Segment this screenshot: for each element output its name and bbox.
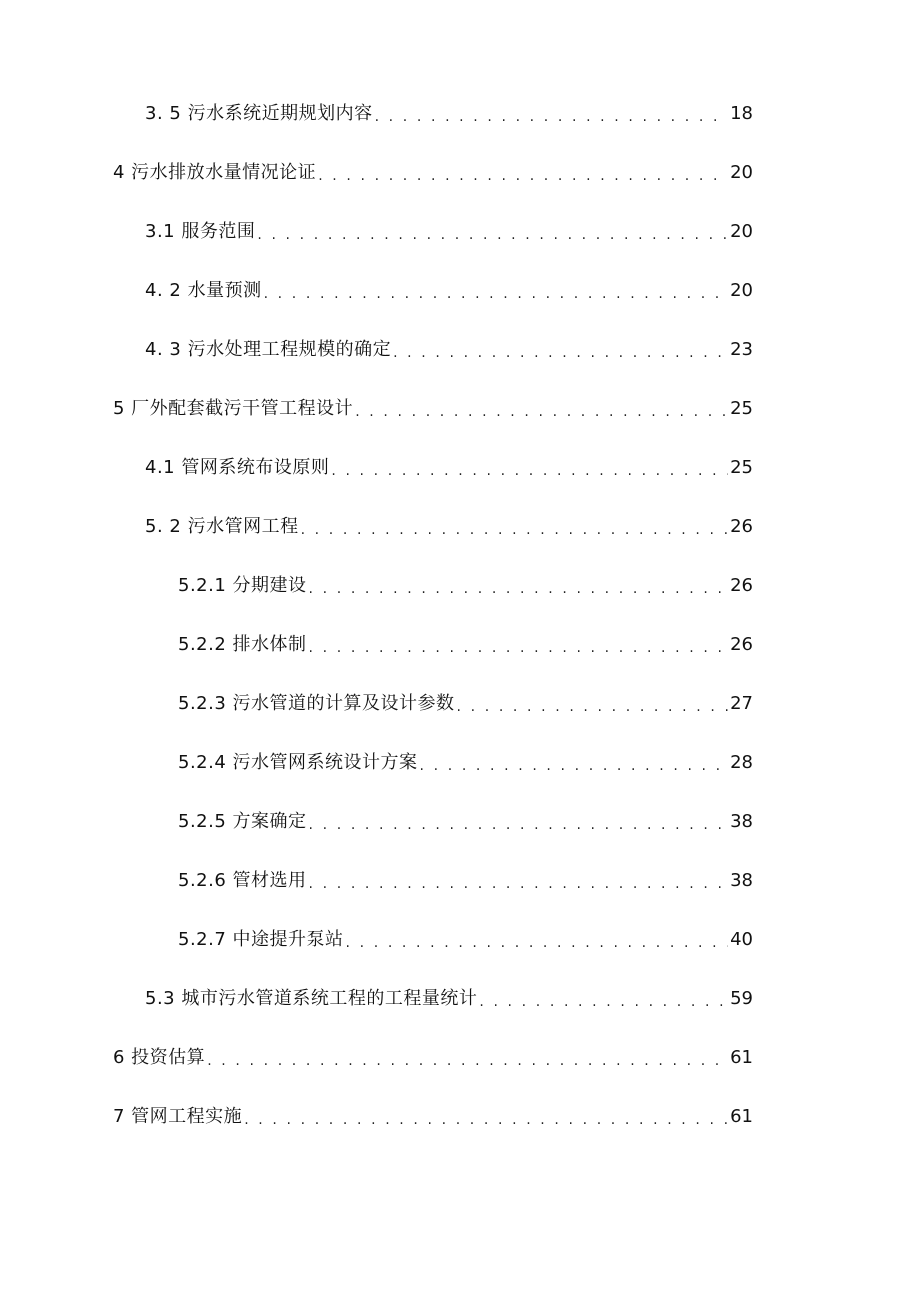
toc-entry-6[interactable] <box>113 1043 753 1073</box>
toc-entry-title: 5.2.6 管材选用 <box>178 870 307 891</box>
toc-dot-leader <box>393 341 728 365</box>
toc-dot-leader <box>244 1108 728 1132</box>
toc-entry-title: 4. 2 水量预测 <box>145 280 262 301</box>
toc-dot-leader <box>318 164 728 188</box>
toc-dot-leader <box>309 813 729 837</box>
toc-page-number: 25 <box>730 398 753 419</box>
toc-page-number: 27 <box>730 693 753 714</box>
toc-page-number: 18 <box>730 103 753 124</box>
toc-entry-5[interactable] <box>113 394 753 424</box>
toc-entry-title: 4. 3 污水处理工程规模的确定 <box>145 339 392 360</box>
toc-entry-title: 5.2.7 中途提升泵站 <box>178 929 344 950</box>
toc-entry-title: 3.1 服务范围 <box>145 221 256 242</box>
toc-dot-leader <box>309 636 729 660</box>
toc-entry-title: 6 投资估算 <box>113 1047 206 1068</box>
toc-entry-5-2-3[interactable] <box>178 689 753 719</box>
toc-entry-title: 5.2.3 污水管道的计算及设计参数 <box>178 693 455 714</box>
toc-entry-3-5[interactable] <box>145 99 753 129</box>
toc-entry-5-2-2[interactable] <box>178 630 753 660</box>
toc-page-number: 28 <box>730 752 753 773</box>
toc-page-number: 26 <box>730 516 753 537</box>
toc-entry-title: 5.2.1 分期建设 <box>178 575 307 596</box>
toc-page-number: 20 <box>730 162 753 183</box>
toc-entry-5-2-6[interactable] <box>178 866 753 896</box>
toc-dot-leader <box>257 223 728 247</box>
toc-entry-title: 5.2.2 排水体制 <box>178 634 307 655</box>
toc-page-number: 38 <box>730 870 753 891</box>
toc-page-number: 40 <box>730 929 753 950</box>
toc-page-number: 61 <box>730 1047 753 1068</box>
toc-page-number: 20 <box>730 280 753 301</box>
toc-entry-5-3[interactable] <box>145 984 753 1014</box>
toc-page-number: 20 <box>730 221 753 242</box>
toc-entry-title: 5 厂外配套截污干管工程设计 <box>113 398 354 419</box>
toc-page-number: 25 <box>730 457 753 478</box>
toc-page-number: 59 <box>730 988 753 1009</box>
toc-entry-title: 4 污水排放水量情况论证 <box>113 162 317 183</box>
toc-entry-title: 4.1 管网系统布设原则 <box>145 457 330 478</box>
toc-dot-leader <box>331 459 728 483</box>
toc-page-number: 23 <box>730 339 753 360</box>
toc-entry-5-2-7[interactable] <box>178 925 753 955</box>
toc-entry-5-2[interactable] <box>145 512 753 542</box>
toc-entry-title: 5.2.5 方案确定 <box>178 811 307 832</box>
toc-dot-leader <box>420 754 729 778</box>
toc-entry-7[interactable] <box>113 1102 753 1132</box>
toc-entry-title: 5. 2 污水管网工程 <box>145 516 299 537</box>
toc-entry-3-1[interactable] <box>145 217 753 247</box>
toc-dot-leader <box>355 400 728 424</box>
toc-dot-leader <box>309 577 729 601</box>
toc-dot-leader <box>309 872 729 896</box>
toc-entry-title: 5.3 城市污水管道系统工程的工程量统计 <box>145 988 478 1009</box>
toc-entry-4[interactable] <box>113 158 753 188</box>
toc-page-number: 26 <box>730 634 753 655</box>
toc-entry-5-2-1[interactable] <box>178 571 753 601</box>
toc-entry-title: 5.2.4 污水管网系统设计方案 <box>178 752 418 773</box>
toc-dot-leader <box>479 990 728 1014</box>
toc-entry-4-1[interactable] <box>145 453 753 483</box>
toc-dot-leader <box>301 518 729 542</box>
toc-dot-leader <box>207 1049 728 1073</box>
toc-entry-5-2-4[interactable] <box>178 748 753 778</box>
toc-entry-4-2[interactable] <box>145 276 753 306</box>
toc-dot-leader <box>457 695 729 719</box>
toc-entry-4-3[interactable] <box>145 335 753 365</box>
toc-dot-leader <box>346 931 729 955</box>
toc-dot-leader <box>264 282 729 306</box>
toc-entry-5-2-5[interactable] <box>178 807 753 837</box>
toc-dot-leader <box>375 105 729 129</box>
toc-page-number: 61 <box>730 1106 753 1127</box>
toc-entry-title: 3. 5 污水系统近期规划内容 <box>145 103 373 124</box>
toc-entry-title: 7 管网工程实施 <box>113 1106 243 1127</box>
toc-page-number: 38 <box>730 811 753 832</box>
toc-page-number: 26 <box>730 575 753 596</box>
